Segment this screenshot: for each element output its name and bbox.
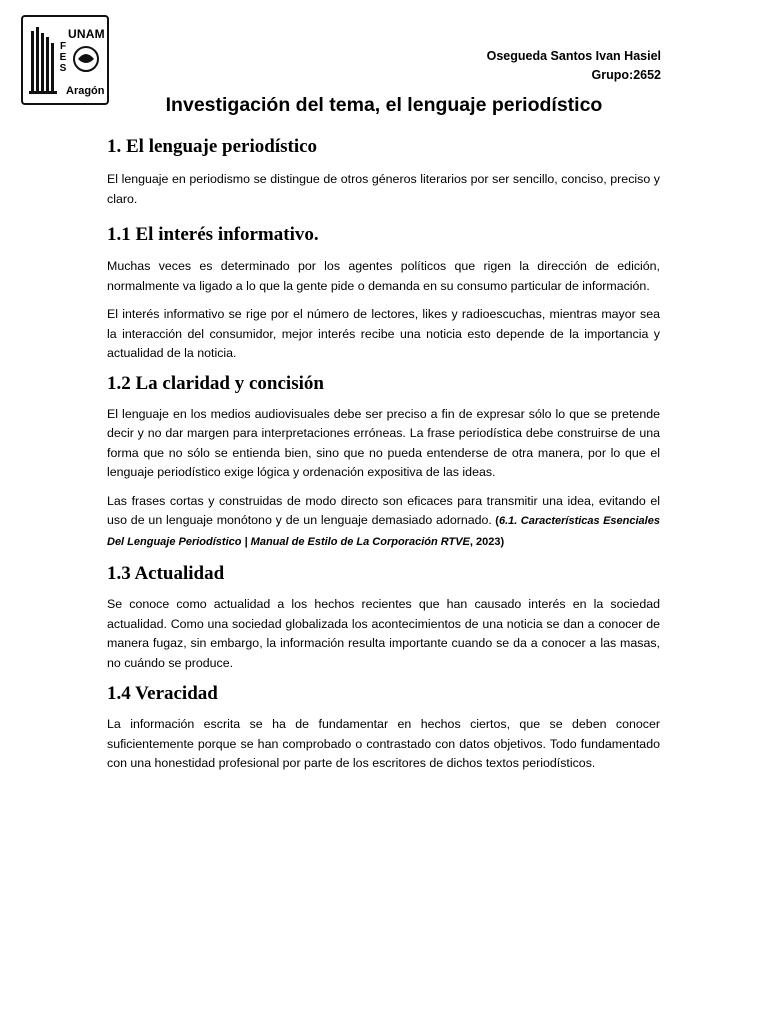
section-paragraph: Muchas veces es determinado por los agentes políticos que rigen la dirección de edición, normalmente va ligado a lo que la gente pide o demanda en su consumo particular de información. [107, 259, 660, 293]
author-block [487, 47, 661, 85]
section-heading: 1.2 La claridad y concisión [107, 372, 324, 394]
quote-paragraph [107, 492, 660, 553]
section-heading: 1.1 El interés informativo. [107, 224, 319, 245]
author-name: Osegueda Santos Ivan Hasiel [486, 49, 661, 63]
document-body [107, 135, 660, 774]
section-paragraph: Se conoce como actualidad a los hechos recientes que han causado interés en la sociedad actualidad. Como una sociedad globalizada los acontecimientos de una noticia se dan a conocer de manera fugaz, sin embargo, la información resulta importante cuando se da a conocer a las masas, no cuándo se produce. [107, 597, 660, 670]
section-paragraph: El lenguaje en los medios audiovisuales debe ser preciso a fin de expresar sólo lo que se pretende decir y no dar margen para interpretaciones erróneas. La frase periodística debe construirse de una forma que no sólo se entienda bien, sino que no pueda entenderse de otra manera, por lo que el lenguaje periodístico exige lógica y ordenación expositiva de las ideas. [107, 406, 660, 479]
section-heading: 1.4 Veracidad [107, 683, 218, 704]
document-title: Investigación del tema, el lenguaje periodístico [165, 94, 603, 116]
group-number: Grupo:2652 [591, 68, 661, 82]
logo-text-fes: F E S [59, 41, 67, 74]
logo-text-aragon: Aragón [66, 85, 105, 97]
section-paragraph: El interés informativo se rige por el número de lectores, likes y radioescuchas, mientras mayor sea la interacción del consumidor, mejor interés recibe una noticia esto depende de la importancia y actualidad de la noticia. [107, 307, 660, 360]
section-heading: 1.3 Actualidad [107, 563, 225, 584]
citation-open: ( [491, 515, 499, 527]
citation-year: , 2023) [469, 535, 505, 548]
citation-title: 6.1. Características Esenciales Del Lenguaje Periodístico | Manual de Estilo de La Corporación RTVE [107, 515, 660, 548]
section-heading: 1. El lenguaje periodístico [107, 136, 318, 157]
section-paragraph: La información escrita se ha de fundamentar en hechos ciertos, que se deben conocer suficientemente porque se han comprobado o contrastado con datos objetivos. Todo fundamentado con una honestidad profesional por parte de los escritores de dichos textos periodísticos. [107, 717, 660, 770]
section-paragraph: El lenguaje en periodismo se distingue de otros géneros literarios por ser sencillo, conciso, preciso y claro. [107, 172, 660, 206]
logo-text-unam: UNAM [68, 27, 105, 41]
fes-aragon-logo [21, 15, 109, 105]
quote-text: Las frases cortas y construidas de modo directo son eficaces para transmitir una idea, evitando el uso de un lenguaje monótono y de un lenguaje demasiado adornado. [107, 493, 660, 527]
